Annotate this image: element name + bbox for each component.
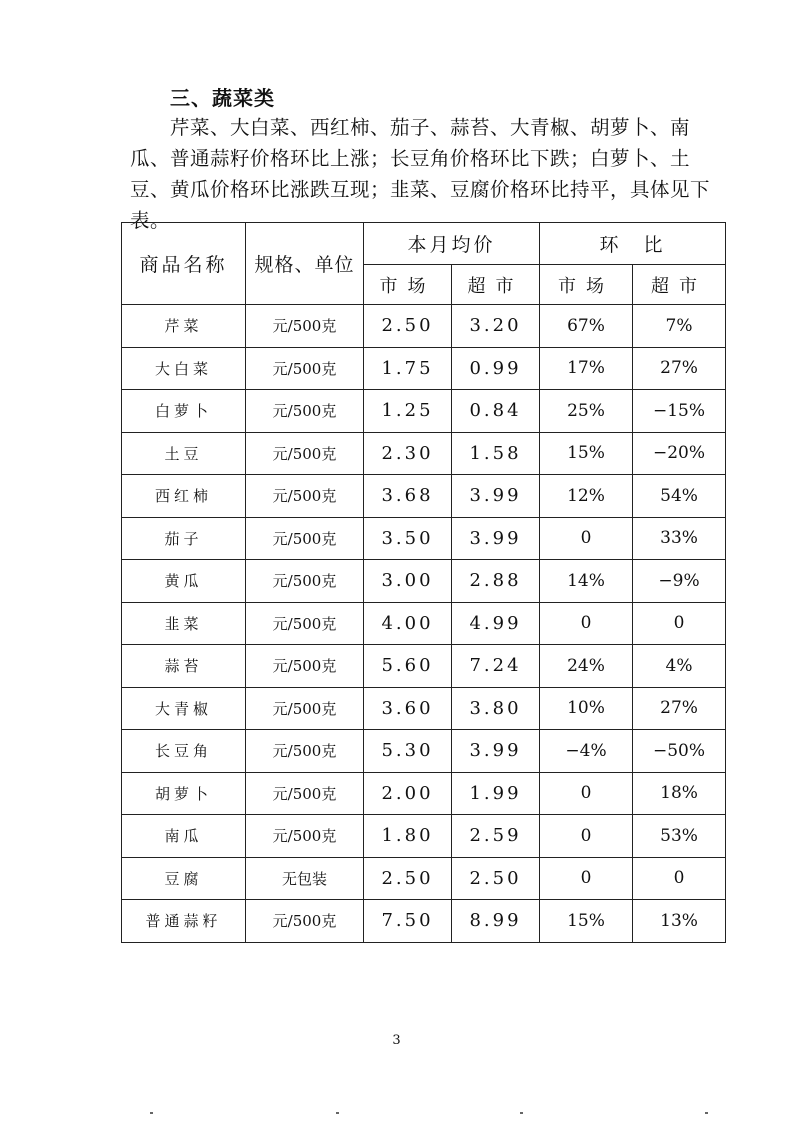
row-market-mom: 15% <box>540 432 633 475</box>
row-super-price: 3.99 <box>452 517 540 560</box>
row-name: 豆腐 <box>122 857 246 900</box>
row-unit: 元/500克 <box>246 305 364 348</box>
table-row <box>122 517 726 560</box>
row-super-price: 1.99 <box>452 772 540 815</box>
row-market-mom: 67% <box>540 305 633 348</box>
row-name: 白萝卜 <box>122 390 246 433</box>
row-unit: 元/500克 <box>246 815 364 858</box>
scan-mark <box>336 1112 339 1114</box>
section-heading: 三、蔬菜类 <box>170 86 275 110</box>
row-super-price: 3.99 <box>452 730 540 773</box>
row-market-price: 2.50 <box>364 305 452 348</box>
row-super-price: 8.99 <box>452 900 540 943</box>
row-super-mom: 27% <box>633 347 726 390</box>
row-market-mom: 25% <box>540 390 633 433</box>
row-market-mom: 24% <box>540 645 633 688</box>
row-market-price: 7.50 <box>364 900 452 943</box>
row-market-price: 2.30 <box>364 432 452 475</box>
row-name: 大青椒 <box>122 687 246 730</box>
row-name: 韭菜 <box>122 602 246 645</box>
row-market-price: 3.60 <box>364 687 452 730</box>
row-market-price: 1.25 <box>364 390 452 433</box>
row-super-mom: −15% <box>633 390 726 433</box>
scan-mark <box>705 1112 708 1114</box>
row-super-price: 3.20 <box>452 305 540 348</box>
row-super-mom: 27% <box>633 687 726 730</box>
page-number: 3 <box>392 1033 401 1048</box>
row-super-mom: 18% <box>633 772 726 815</box>
row-market-price: 4.00 <box>364 602 452 645</box>
row-super-price: 2.50 <box>452 857 540 900</box>
section-paragraph: 芹菜、大白菜、西红柿、茄子、蒜苔、大青椒、胡萝卜、南瓜、普通蒜籽价格环比上涨；长豆角价格环比下跌；白萝卜、土豆、黄瓜价格环比涨跌互现；韭菜、豆腐价格环比持平，具体见下表。 <box>130 116 711 232</box>
header-market-mom: 市场 <box>540 265 633 305</box>
row-super-mom: −20% <box>633 432 726 475</box>
table-row <box>122 432 726 475</box>
row-market-mom: 10% <box>540 687 633 730</box>
row-super-mom: 33% <box>633 517 726 560</box>
row-unit: 元/500克 <box>246 687 364 730</box>
table-row <box>122 687 726 730</box>
row-name: 胡萝卜 <box>122 772 246 815</box>
scan-mark <box>520 1112 523 1114</box>
row-market-mom: 12% <box>540 475 633 518</box>
row-name: 茄子 <box>122 517 246 560</box>
row-name: 长豆角 <box>122 730 246 773</box>
row-super-mom: 0 <box>633 857 726 900</box>
row-super-mom: 13% <box>633 900 726 943</box>
row-super-price: 2.88 <box>452 560 540 603</box>
row-market-price: 2.50 <box>364 857 452 900</box>
table-row <box>122 857 726 900</box>
header-market-price: 市场 <box>364 265 452 305</box>
row-market-mom: 17% <box>540 347 633 390</box>
row-super-mom: −9% <box>633 560 726 603</box>
header-mom: 环 比 <box>540 223 726 265</box>
table-row <box>122 560 726 603</box>
header-unit: 规格、单位 <box>246 223 364 305</box>
row-name: 芹菜 <box>122 305 246 348</box>
row-name: 普通蒜籽 <box>122 900 246 943</box>
row-super-price: 7.24 <box>452 645 540 688</box>
scan-mark <box>150 1112 153 1114</box>
table-row <box>122 645 726 688</box>
row-super-mom: 0 <box>633 602 726 645</box>
row-market-price: 5.30 <box>364 730 452 773</box>
header-avg-price: 本月均价 <box>364 223 540 265</box>
row-unit: 元/500克 <box>246 390 364 433</box>
header-super-price: 超市 <box>452 265 540 305</box>
row-unit: 元/500克 <box>246 730 364 773</box>
row-name: 南瓜 <box>122 815 246 858</box>
row-name: 大白菜 <box>122 347 246 390</box>
row-unit: 元/500克 <box>246 347 364 390</box>
row-market-mom: 0 <box>540 517 633 560</box>
row-super-price: 0.84 <box>452 390 540 433</box>
table-row <box>122 305 726 348</box>
row-super-price: 1.58 <box>452 432 540 475</box>
table-row <box>122 815 726 858</box>
row-market-price: 3.50 <box>364 517 452 560</box>
table-row <box>122 347 726 390</box>
row-name: 蒜苔 <box>122 645 246 688</box>
row-market-mom: 0 <box>540 857 633 900</box>
row-super-price: 2.59 <box>452 815 540 858</box>
row-market-price: 3.68 <box>364 475 452 518</box>
row-super-mom: 7% <box>633 305 726 348</box>
vegetable-price-table <box>121 222 726 943</box>
row-market-mom: 0 <box>540 772 633 815</box>
row-unit: 元/500克 <box>246 645 364 688</box>
header-name: 商品名称 <box>122 223 246 305</box>
row-market-mom: 0 <box>540 815 633 858</box>
row-unit: 元/500克 <box>246 900 364 943</box>
row-market-mom: 15% <box>540 900 633 943</box>
row-super-price: 0.99 <box>452 347 540 390</box>
table-row <box>122 602 726 645</box>
row-name: 黄瓜 <box>122 560 246 603</box>
row-name: 西红柿 <box>122 475 246 518</box>
row-unit: 无包装 <box>246 857 364 900</box>
row-unit: 元/500克 <box>246 772 364 815</box>
row-super-mom: 54% <box>633 475 726 518</box>
row-name: 土豆 <box>122 432 246 475</box>
table-row <box>122 390 726 433</box>
row-market-price: 1.75 <box>364 347 452 390</box>
row-market-price: 1.80 <box>364 815 452 858</box>
row-unit: 元/500克 <box>246 432 364 475</box>
row-market-mom: 14% <box>540 560 633 603</box>
header-super-mom: 超市 <box>633 265 726 305</box>
row-unit: 元/500克 <box>246 517 364 560</box>
row-unit: 元/500克 <box>246 602 364 645</box>
row-unit: 元/500克 <box>246 475 364 518</box>
table-row <box>122 475 726 518</box>
row-super-price: 3.80 <box>452 687 540 730</box>
row-super-mom: 4% <box>633 645 726 688</box>
row-market-mom: 0 <box>540 602 633 645</box>
row-market-price: 5.60 <box>364 645 452 688</box>
row-super-price: 4.99 <box>452 602 540 645</box>
row-market-price: 3.00 <box>364 560 452 603</box>
table-row <box>122 772 726 815</box>
row-market-mom: −4% <box>540 730 633 773</box>
row-market-price: 2.00 <box>364 772 452 815</box>
row-unit: 元/500克 <box>246 560 364 603</box>
table-row <box>122 730 726 773</box>
row-super-mom: 53% <box>633 815 726 858</box>
row-super-price: 3.99 <box>452 475 540 518</box>
table-row <box>122 900 726 943</box>
row-super-mom: −50% <box>633 730 726 773</box>
